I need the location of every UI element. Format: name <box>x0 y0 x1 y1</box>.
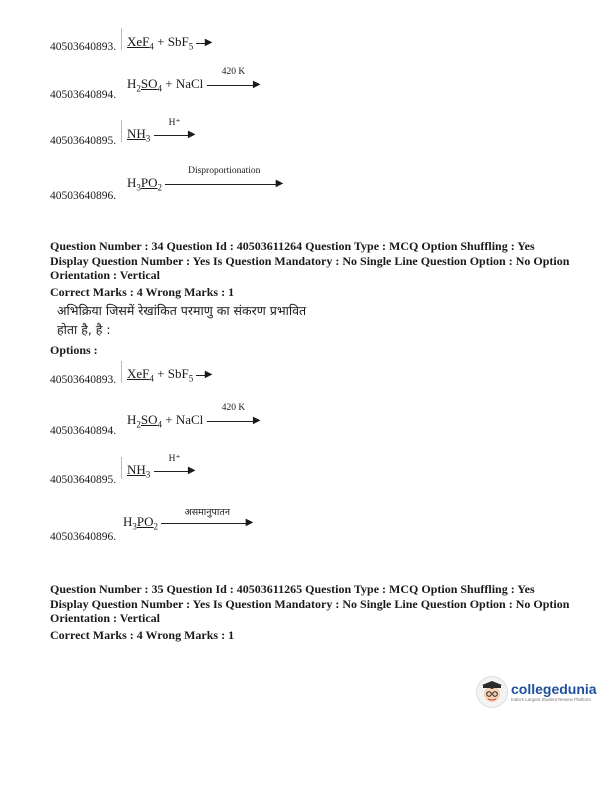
question-meta-line: Orientation : Vertical <box>50 268 160 282</box>
reaction-arrow: 420 K ▶ <box>207 79 261 91</box>
question-meta-line: Display Question Number : Yes Is Question Mandatory : No Single Line Question Option : No Option <box>50 253 570 268</box>
option-formula: $NH_3$ H⁺ ▶ <box>127 454 196 480</box>
reaction-arrow: असमानुपातन ▶ <box>161 517 253 529</box>
question-34-meta <box>50 239 590 299</box>
graduate-avatar-icon <box>476 676 508 708</box>
option-formula: XeF$_4$ + SbF$_5$ ▶ <box>127 366 213 384</box>
logo-tagline: India's Largest Student Review Platform <box>511 696 591 702</box>
question-meta-line: Question Number : 34 Question Id : 40503611264 Question Type : MCQ Option Shuffling : Yes <box>50 239 535 253</box>
reaction-arrow: H⁺ ▶ <box>154 129 196 141</box>
reaction-arrow: ▶ <box>196 369 212 381</box>
arrow-label: H⁺ <box>168 454 181 465</box>
reaction-arrow: Disproportionation ▶ <box>165 178 283 190</box>
option-id: 40503640894. <box>50 89 117 101</box>
graduate-icon <box>477 677 507 707</box>
option-formula: $H_3PO_2$ Disproportionation ▶ <box>127 166 284 193</box>
reaction-arrow: H⁺ ▶ <box>154 465 196 477</box>
option-margin-line <box>121 120 122 142</box>
option-margin-line <box>121 361 122 383</box>
option-id: 40503640893. <box>50 374 117 386</box>
option-id: 40503640894. <box>50 425 117 437</box>
question-text-line: अभिक्रिया जिसमें रेखांकित परमाणु का संकरण प्रभावित <box>57 303 307 318</box>
logo-wordmark: collegedunia <box>511 680 597 697</box>
option-formula: XeF$_4$ + SbF$_5$ ▶ <box>127 34 213 52</box>
arrow-label: H⁺ <box>168 118 181 129</box>
question-meta-line: Question Number : 35 Question Id : 40503611265 Question Type : MCQ Option Shuffling : Yes <box>50 582 535 596</box>
question-35-meta <box>50 582 590 642</box>
option-formula: $H_3PO_2$ असमानुपातन ▶ <box>123 507 254 532</box>
option-formula: $H_2SO_4$ + NaCl 420 K ▶ <box>127 67 261 94</box>
option-id: 40503640895. <box>50 474 117 486</box>
collegedunia-logo <box>476 676 597 708</box>
reaction-arrow: ▶ <box>196 37 212 49</box>
option-formula: $H_2SO_4$ + NaCl 420 K ▶ <box>127 403 261 430</box>
option-id: 40503640893. <box>50 41 117 53</box>
option-formula: $NH_3$ H⁺ ▶ <box>127 118 196 144</box>
question-meta-line: Display Question Number : Yes Is Question Mandatory : No Single Line Question Option : No Option <box>50 596 570 611</box>
option-margin-line <box>121 28 122 50</box>
question-text <box>57 301 306 339</box>
options-label: Options : <box>50 343 98 357</box>
arrow-label: Disproportionation <box>188 166 261 177</box>
option-id: 40503640896. <box>50 531 117 543</box>
arrow-label: 420 K <box>221 67 246 78</box>
question-text-line: होता है, है : <box>57 322 111 337</box>
question-meta-line: Orientation : Vertical <box>50 611 160 625</box>
reaction-arrow: 420 K ▶ <box>207 415 261 427</box>
option-margin-line <box>121 457 122 479</box>
arrow-label: असमानुपातन <box>184 507 231 519</box>
arrow-label: 420 K <box>221 403 246 414</box>
question-marks: Correct Marks : 4 Wrong Marks : 1 <box>50 627 235 642</box>
option-id: 40503640896. <box>50 190 117 202</box>
question-marks: Correct Marks : 4 Wrong Marks : 1 <box>50 284 235 299</box>
option-id: 40503640895. <box>50 135 117 147</box>
